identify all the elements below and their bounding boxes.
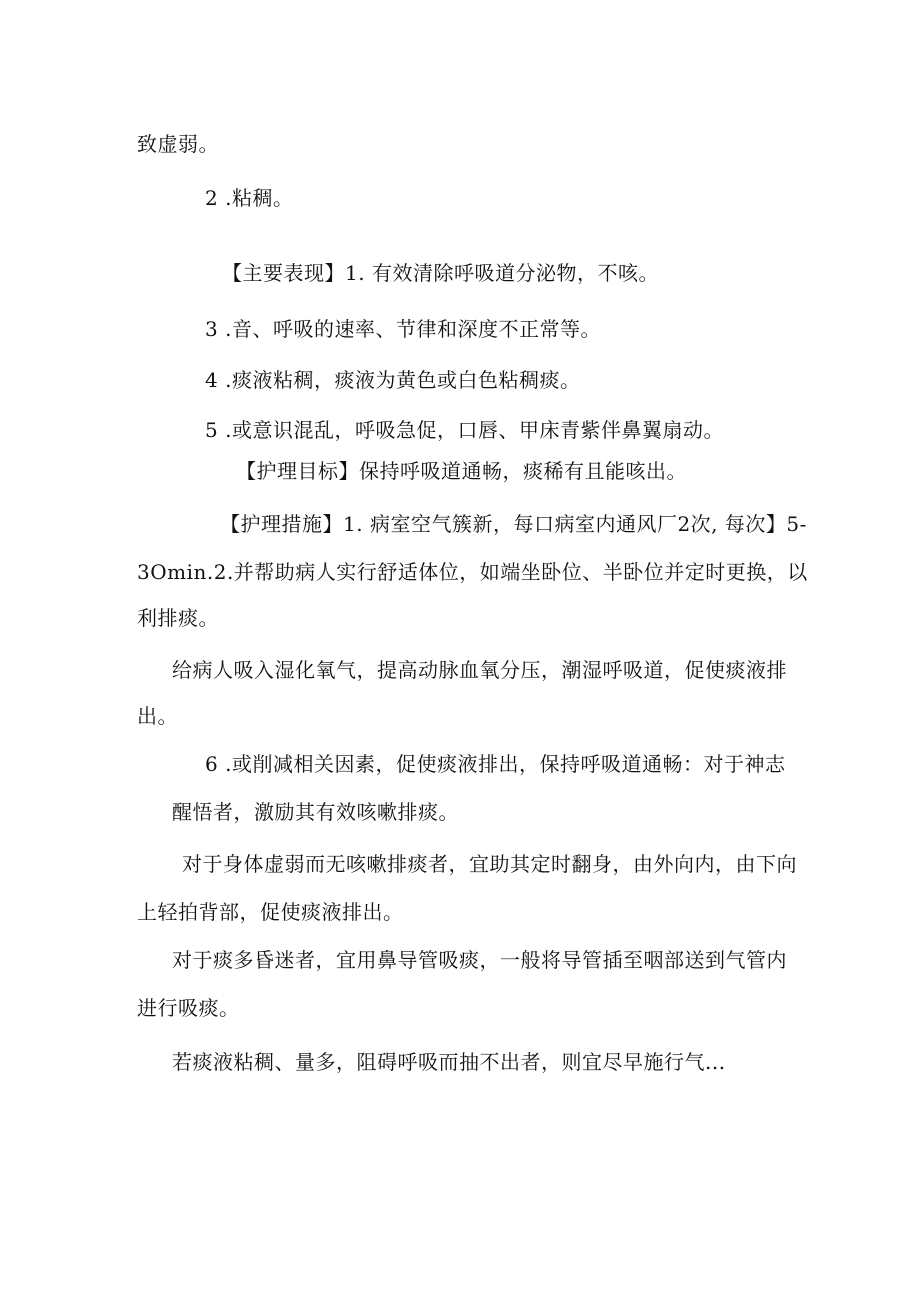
text-line: 醒悟者，激励其有效咳嗽排痰。 bbox=[172, 800, 459, 824]
text-line: 3Omin.2.并帮助病人实行舒适体位，如端坐卧位、半卧位并定时更换，以 bbox=[137, 560, 808, 584]
text-line: 给病人吸入湿化氧气，提高动脉血氧分压，潮湿呼吸道，促使痰液排 bbox=[172, 658, 787, 682]
text-line: 利排痰。 bbox=[137, 606, 219, 630]
text-line: 出。 bbox=[137, 704, 178, 728]
text-line: 若痰液粘稠、量多，阻碍呼吸而抽不出者，则宜尽早施行气... bbox=[172, 1050, 726, 1074]
section-heading-line: 【护理措施】1. 病室空气簇新，每口病室内通风厂2次, 每次】5- bbox=[220, 512, 807, 536]
list-item-line: 5 .或意识混乱，呼吸急促，口唇、甲床青紫伴鼻翼扇动。 bbox=[205, 418, 724, 442]
list-item-line: 6 .或削减相关因素，促使痰液排出，保持呼吸道通畅：对于神志 bbox=[205, 752, 786, 776]
text-line: 2 .粘稠。 bbox=[205, 186, 294, 210]
text-line: 致虚弱。 bbox=[137, 132, 219, 156]
text-line: 对于痰多昏迷者，宜用鼻导管吸痰，一般将导管插至咽部送到气管内 bbox=[172, 948, 787, 972]
text-line: 对于身体虚弱而无咳嗽排痰者，宜助其定时翻身，由外向内，由下向 bbox=[182, 852, 797, 876]
list-item-line: 4 .痰液粘稠，痰液为黄色或白色粘稠痰。 bbox=[205, 368, 581, 392]
section-heading-line: 【主要表现】1. 有效清除呼吸道分泌物，不咳。 bbox=[222, 261, 659, 285]
section-heading-line: 【护理目标】保持呼吸道通畅，痰稀有且能咳出。 bbox=[236, 459, 687, 483]
list-item-line: 3 .音、呼吸的速率、节律和深度不正常等。 bbox=[205, 317, 601, 341]
text-line: 上轻拍背部，促使痰液排出。 bbox=[137, 900, 404, 924]
text-line: 进行吸痰。 bbox=[137, 996, 240, 1020]
